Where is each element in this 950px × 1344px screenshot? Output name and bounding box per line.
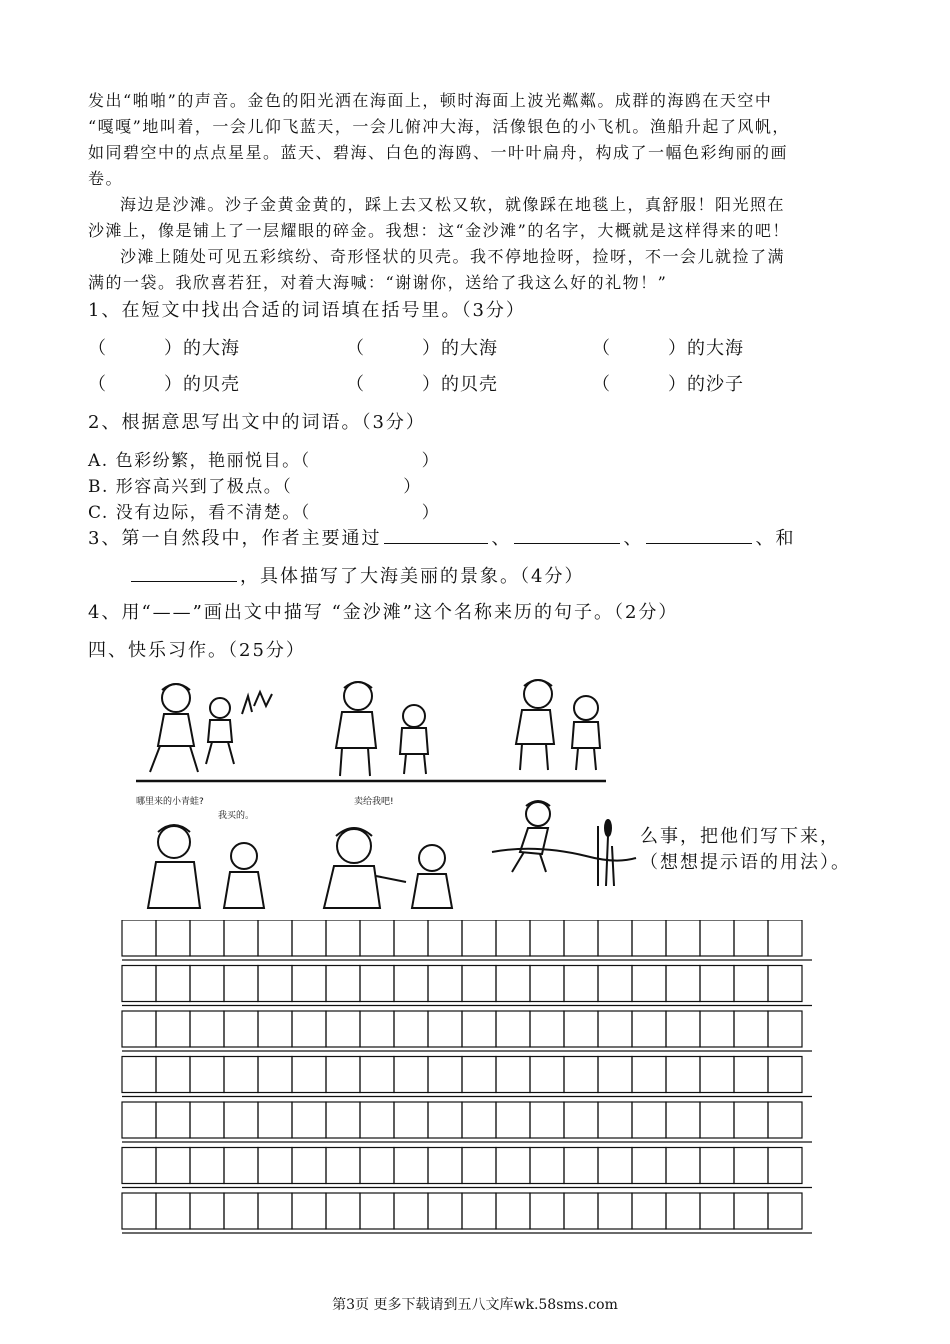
grid-cell[interactable] — [156, 966, 190, 1002]
comic-bubble-3: 卖给我吧! — [354, 797, 394, 807]
grid-cell[interactable] — [564, 1102, 598, 1138]
grid-cell[interactable] — [292, 920, 326, 956]
grid-cell[interactable] — [496, 1148, 530, 1184]
q2-item-c[interactable]: C. 没有边际，看不清楚。（ ） — [88, 503, 441, 523]
grid-cell[interactable] — [224, 920, 258, 956]
grid-cell[interactable] — [394, 1102, 428, 1138]
q2-item-a[interactable]: A. 色彩纷繁，艳丽悦目。（ ） — [88, 451, 441, 471]
grid-cell[interactable] — [632, 1011, 666, 1047]
grid-cell[interactable] — [598, 920, 632, 956]
grid-cell[interactable] — [394, 966, 428, 1002]
grid-cell[interactable] — [394, 1148, 428, 1184]
grid-cell[interactable] — [496, 920, 530, 956]
grid-cell[interactable] — [496, 1011, 530, 1047]
grid-cell[interactable] — [734, 1057, 768, 1093]
grid-cell[interactable] — [632, 920, 666, 956]
grid-cell[interactable] — [428, 920, 462, 956]
grid-cell[interactable] — [156, 1148, 190, 1184]
q1-blank-2[interactable]: （ ）的大海 — [346, 338, 498, 359]
grid-cell[interactable] — [768, 1193, 802, 1229]
q3-sep-2: 、 — [623, 528, 644, 549]
grid-cell[interactable] — [360, 1057, 394, 1093]
grid-cell[interactable] — [632, 1102, 666, 1138]
q1-blank-4[interactable]: （ ）的贝壳 — [88, 374, 240, 395]
q3-blank-4[interactable] — [131, 563, 237, 582]
passage-line-4: 卷。 — [88, 169, 124, 188]
grid-cell[interactable] — [632, 1193, 666, 1229]
passage-line-3: 如同碧空中的点点星星。蓝天、碧海、白色的海鸥、一叶叶扁舟，构成了一幅色彩绚丽的画 — [88, 143, 789, 162]
grid-cell[interactable] — [666, 1193, 700, 1229]
grid-cell[interactable] — [224, 1102, 258, 1138]
grid-cell[interactable] — [700, 1148, 734, 1184]
grid-cell[interactable] — [496, 966, 530, 1002]
grid-cell[interactable] — [564, 920, 598, 956]
grid-cell[interactable] — [122, 966, 156, 1002]
comic-panel-2 — [336, 682, 428, 776]
grid-cell[interactable] — [768, 1148, 802, 1184]
comic-panel-4 — [148, 825, 264, 908]
grid-cell[interactable] — [224, 1193, 258, 1229]
section4-title: 四、快乐习作。（25分） — [88, 640, 306, 661]
grid-cell[interactable] — [598, 1102, 632, 1138]
grid-cell[interactable] — [326, 1011, 360, 1047]
grid-cell[interactable] — [598, 966, 632, 1002]
grid-cell[interactable] — [428, 1102, 462, 1138]
q3-blank-3[interactable] — [646, 525, 752, 544]
grid-cell[interactable] — [258, 1011, 292, 1047]
grid-cell[interactable] — [462, 1011, 496, 1047]
grid-cell[interactable] — [632, 1057, 666, 1093]
passage-line-2: “嘎嘎”地叫着，一会儿仰飞蓝天，一会儿俯冲大海，活像银色的小飞机。渔船升起了风帆， — [88, 117, 790, 136]
grid-cell[interactable] — [700, 1011, 734, 1047]
section4-prompt-2: （想想提示语的用法）。 — [640, 852, 851, 873]
grid-cell[interactable] — [292, 1057, 326, 1093]
grid-cell[interactable] — [360, 1102, 394, 1138]
grid-cell[interactable] — [224, 966, 258, 1002]
grid-cell[interactable] — [462, 1057, 496, 1093]
grid-cell[interactable] — [734, 1193, 768, 1229]
grid-cell[interactable] — [700, 920, 734, 956]
grid-cell[interactable] — [632, 1148, 666, 1184]
passage-line-5: 海边是沙滩。沙子金黄金黄的，踩上去又松又软，就像踩在地毯上，真舒服！阳光照在 — [120, 195, 786, 214]
q1-blank-6[interactable]: （ ）的沙子 — [592, 374, 744, 395]
grid-cell[interactable] — [598, 1148, 632, 1184]
grid-cell[interactable] — [598, 1193, 632, 1229]
grid-cell[interactable] — [292, 1011, 326, 1047]
q2-item-b[interactable]: B. 形容高兴到了极点。（ ） — [88, 477, 422, 497]
grid-cell[interactable] — [258, 1193, 292, 1229]
grid-cell[interactable] — [496, 1057, 530, 1093]
q1-title: 1、在短文中找出合适的词语填在括号里。（3分） — [88, 300, 526, 321]
grid-cell[interactable] — [462, 966, 496, 1002]
grid-cell[interactable] — [530, 1011, 564, 1047]
q2-title: 2、根据意思写出文中的词语。（3分） — [88, 412, 426, 433]
grid-cell[interactable] — [394, 920, 428, 956]
grid-cell[interactable] — [564, 1193, 598, 1229]
q1-blank-5[interactable]: （ ）的贝壳 — [346, 374, 498, 395]
grid-cell[interactable] — [462, 1193, 496, 1229]
grid-cell[interactable] — [700, 1102, 734, 1138]
grid-cell[interactable] — [190, 966, 224, 1002]
grid-cell[interactable] — [156, 1057, 190, 1093]
grid-cell[interactable] — [326, 1148, 360, 1184]
grid-cell[interactable] — [530, 1102, 564, 1138]
grid-cell[interactable] — [258, 966, 292, 1002]
grid-cell[interactable] — [666, 966, 700, 1002]
grid-cell[interactable] — [598, 1057, 632, 1093]
q3-prefix: 3、第一自然段中，作者主要通过 — [88, 528, 382, 549]
grid-cell[interactable] — [326, 1102, 360, 1138]
grid-cell[interactable] — [428, 1057, 462, 1093]
passage-line-7: 沙滩上随处可见五彩缤纷、奇形怪状的贝壳。我不停地捡呀，捡呀，不一会儿就捡了满 — [120, 247, 786, 266]
grid-cell[interactable] — [224, 1011, 258, 1047]
grid-cell[interactable] — [462, 1102, 496, 1138]
comic-panel-5 — [324, 828, 452, 908]
grid-cell[interactable] — [734, 1148, 768, 1184]
grid-cell[interactable] — [428, 1148, 462, 1184]
grid-cell[interactable] — [666, 920, 700, 956]
grid-cell[interactable] — [292, 1102, 326, 1138]
grid-cell[interactable] — [632, 966, 666, 1002]
passage-line-8: 满的一袋。我欣喜若狂，对着大海喊：“谢谢你，送给了我这么好的礼物！” — [88, 273, 668, 292]
grid-cell[interactable] — [768, 1011, 802, 1047]
grid-cell[interactable] — [530, 1057, 564, 1093]
grid-cell[interactable] — [292, 966, 326, 1002]
grid-cell[interactable] — [122, 1193, 156, 1229]
page-footer: 第3页 更多下载请到五八文库wk.58sms.com — [332, 1297, 618, 1313]
q3-line-2 — [128, 562, 584, 588]
q3-sep-3: 、和 — [755, 528, 796, 549]
grid-cell[interactable] — [496, 1193, 530, 1229]
grid-cell[interactable] — [734, 966, 768, 1002]
grid-cell[interactable] — [122, 920, 156, 956]
grid-cell[interactable] — [122, 1011, 156, 1047]
grid-cell[interactable] — [122, 1057, 156, 1093]
grid-cell[interactable] — [190, 920, 224, 956]
passage-line-1: 发出“啪啪”的声音。金色的阳光洒在海面上，顿时海面上波光粼粼。成群的海鸥在天空中 — [88, 91, 773, 110]
grid-cell[interactable] — [530, 920, 564, 956]
grid-cell[interactable] — [428, 966, 462, 1002]
grid-cell[interactable] — [156, 920, 190, 956]
grid-cell[interactable] — [428, 1193, 462, 1229]
grid-cell[interactable] — [156, 1102, 190, 1138]
grid-cell[interactable] — [530, 1148, 564, 1184]
grid-cell[interactable] — [394, 1011, 428, 1047]
grid-cell[interactable] — [190, 1102, 224, 1138]
grid-cell[interactable] — [326, 966, 360, 1002]
grid-cell[interactable] — [360, 920, 394, 956]
grid-cell[interactable] — [190, 1193, 224, 1229]
grid-cell[interactable] — [700, 966, 734, 1002]
grid-cell[interactable] — [462, 1148, 496, 1184]
q3-line-1 — [88, 524, 795, 550]
writing-grid[interactable] — [120, 920, 832, 1240]
grid-cell[interactable] — [156, 1193, 190, 1229]
grid-cell[interactable] — [496, 1102, 530, 1138]
comic-bubble-2: 我买的。 — [218, 811, 255, 821]
section4-prompt-1: 么事，把他们写下来， — [640, 826, 840, 847]
comic-illustration — [136, 676, 640, 914]
q3-blank-2[interactable] — [514, 525, 620, 544]
grid-cell[interactable] — [564, 1057, 598, 1093]
grid-cell[interactable] — [564, 966, 598, 1002]
grid-cell[interactable] — [700, 1193, 734, 1229]
grid-cell[interactable] — [292, 1148, 326, 1184]
grid-cell[interactable] — [666, 1148, 700, 1184]
grid-cell[interactable] — [326, 920, 360, 956]
grid-cell[interactable] — [666, 1011, 700, 1047]
grid-cell[interactable] — [190, 1057, 224, 1093]
grid-cell[interactable] — [734, 1102, 768, 1138]
grid-cell[interactable] — [768, 1057, 802, 1093]
grid-cell[interactable] — [462, 920, 496, 956]
grid-cell[interactable] — [122, 1148, 156, 1184]
grid-cell[interactable] — [768, 966, 802, 1002]
q3-blank-1[interactable] — [384, 525, 488, 544]
comic-panel-6 — [492, 801, 636, 886]
grid-cell[interactable] — [768, 920, 802, 956]
grid-cell[interactable] — [734, 920, 768, 956]
grid-cell[interactable] — [564, 1011, 598, 1047]
grid-cell[interactable] — [224, 1057, 258, 1093]
grid-cell[interactable] — [530, 1193, 564, 1229]
comic-bubble-1: 哪里来的小青蛙? — [136, 797, 204, 807]
q3-suffix: ，具体描写了大海美丽的景象。（4分） — [240, 566, 585, 587]
q3-sep-1: 、 — [491, 528, 512, 549]
grid-cell[interactable] — [326, 1193, 360, 1229]
grid-cell[interactable] — [122, 1102, 156, 1138]
grid-cell[interactable] — [666, 1057, 700, 1093]
grid-cell[interactable] — [360, 1193, 394, 1229]
grid-cell[interactable] — [326, 1057, 360, 1093]
grid-cell[interactable] — [258, 1148, 292, 1184]
q1-blank-1[interactable]: （ ）的大海 — [88, 338, 240, 359]
grid-cell[interactable] — [734, 1011, 768, 1047]
grid-cell[interactable] — [360, 1011, 394, 1047]
passage-line-6: 沙滩上，像是铺上了一层耀眼的碎金。我想：这“金沙滩”的名字，大概就是这样得来的吧！ — [88, 221, 790, 240]
grid-cell[interactable] — [156, 1011, 190, 1047]
grid-cell[interactable] — [258, 1057, 292, 1093]
grid-cell[interactable] — [258, 920, 292, 956]
q1-blank-3[interactable]: （ ）的大海 — [592, 338, 744, 359]
grid-cell[interactable] — [360, 1148, 394, 1184]
grid-cell[interactable] — [428, 1011, 462, 1047]
grid-cell[interactable] — [292, 1193, 326, 1229]
comic-panel-1 — [150, 684, 272, 772]
grid-cell[interactable] — [530, 966, 564, 1002]
grid-cell[interactable] — [394, 1193, 428, 1229]
grid-cell[interactable] — [190, 1011, 224, 1047]
grid-cell[interactable] — [564, 1148, 598, 1184]
grid-cell[interactable] — [598, 1011, 632, 1047]
grid-cell[interactable] — [768, 1102, 802, 1138]
grid-cell[interactable] — [258, 1102, 292, 1138]
grid-cell[interactable] — [700, 1057, 734, 1093]
grid-cell[interactable] — [224, 1148, 258, 1184]
grid-cell[interactable] — [666, 1102, 700, 1138]
comic-panel-3 — [516, 680, 600, 770]
grid-cell[interactable] — [394, 1057, 428, 1093]
grid-cell[interactable] — [190, 1148, 224, 1184]
grid-cell[interactable] — [360, 966, 394, 1002]
q4-text: 4、用“——”画出文中描写 “金沙滩”这个名称来历的句子。（2分） — [88, 602, 679, 623]
